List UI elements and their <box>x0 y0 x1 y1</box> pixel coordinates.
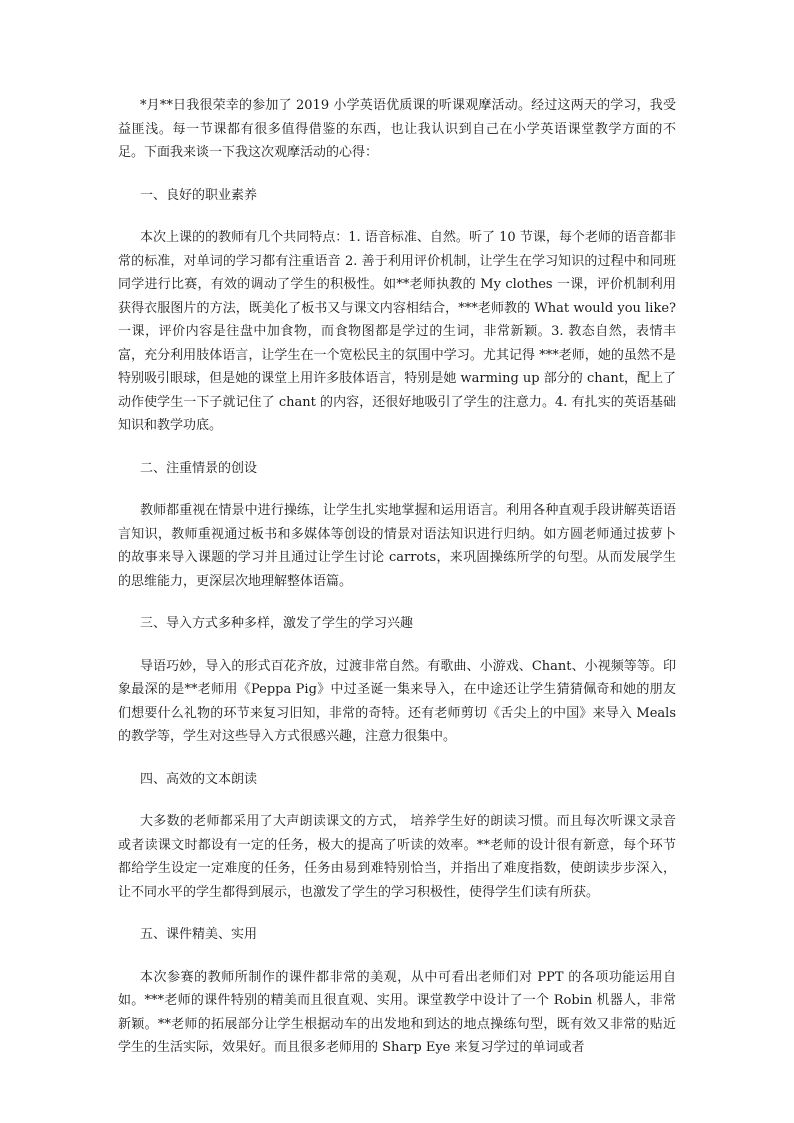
section-heading-3: 三、导入方式多种多样，激发了学生的学习兴趣 <box>140 616 414 631</box>
section-heading-4: 四、高效的文本朗读 <box>140 771 258 787</box>
section-heading-5: 五、课件精美、实用 <box>140 927 258 942</box>
section-body-1: 本次上课的的教师有几个共同特点：1. 语音标准、自然。听了 10 节课，每个老师的语音都非常的标准，对单词的学习都有注重语音 2. 善于利用评价机制，让学生在学习知识的过程中和同班同学进行比赛，有效的调动了学生的积极性。如**老师执教的 My clothes 一课，评价机制利用获得衣服图片的方法，既美化了板书又与课文内容相结合，***老师教的 What would you like? 一课，评价内容是往盘中加食物，而食物图都是学过的生词，非常新颖。3. 教态自然，表情丰富，充分利用肢体语言，让学生在一个宽松民主的氛围中学习。尤其记得 ***老师，她的虽然不是特别吸引眼球，但是她的课堂上用许多肢体语言，特别是她 warming up 部分的 chant，配上了动作使学生一下子就记住了 chant 的内容，还很好地吸引了学生的注意力。4. 有扎实的英语基础知识和教学功底。 <box>118 230 676 433</box>
section-heading-2: 二、注重情景的创设 <box>140 460 258 476</box>
document-page <box>118 94 676 1060</box>
section-body-5: 本次参赛的教师所制作的课件都非常的美观，从中可看出老师们对 PPT 的各项功能运用自如。***老师的课件特别的精美而且很直观、实用。课堂教学中设计了一个 Robin 机器人，非常新颖。**老师的拓展部分让学生根据动车的出发地和到达的地点操练句型，既有效又非常的贴近学生的生活实际，效果好。而且很多老师用的 Sharp Eye 来复习学过的单词或者 <box>118 969 676 1055</box>
section-body-2: 教师都重视在情景中进行操练，让学生扎实地掌握和运用语言。利用各种直观手段讲解英语语言知识，教师重视通过板书和多媒体等创设的情景对语法知识进行归纳。如方圆老师通过拔萝卜的故事来导入课题的学习并且通过让学生讨论 carrots，来巩固操练所学的句型。从而发展学生的思维能力，更深层次地理解整体语篇。 <box>118 503 676 589</box>
intro-paragraph: *月**日我很荣幸的参加了 2019 小学英语优质课的听课观摩活动。经过这两天的学习，我受益匪浅。每一节课都有很多值得借鉴的东西，也让我认识到自己在小学英语课堂教学方面的不足。下面我来谈一下我这次观摩活动的心得： <box>118 98 676 160</box>
section-body-4: 大多数的老师都采用了大声朗读课文的方式， 培养学生好的朗读习惯。而且每次听课文录音或者读课文时都设有一定的任务，极大的提高了听读的效率。**老师的设计很有新意，每个环节都给学生设定一定难度的任务，任务由易到难特别恰当，并指出了难度指数，使朗读步步深入，让不同水平的学生都得到展示，也激发了学生的学习积极性，使得学生们读有所获。 <box>118 814 676 900</box>
section-body-3: 导语巧妙，导入的形式百花齐放，过渡非常自然。有歌曲、小游戏、Chant、小视频等等。印象最深的是**老师用《Peppa Pig》中过圣诞一集来导入，在中途还让学生猜猜佩奇和她的朋友们想要什么礼物的环节来复习旧知，非常的奇特。还有老师剪切《舌尖上的中国》来导入 Meals 的教学等，学生对这些导入方式很感兴趣，注意力很集中。 <box>118 658 676 744</box>
section-heading-1: 一、良好的职业素养 <box>140 187 258 203</box>
